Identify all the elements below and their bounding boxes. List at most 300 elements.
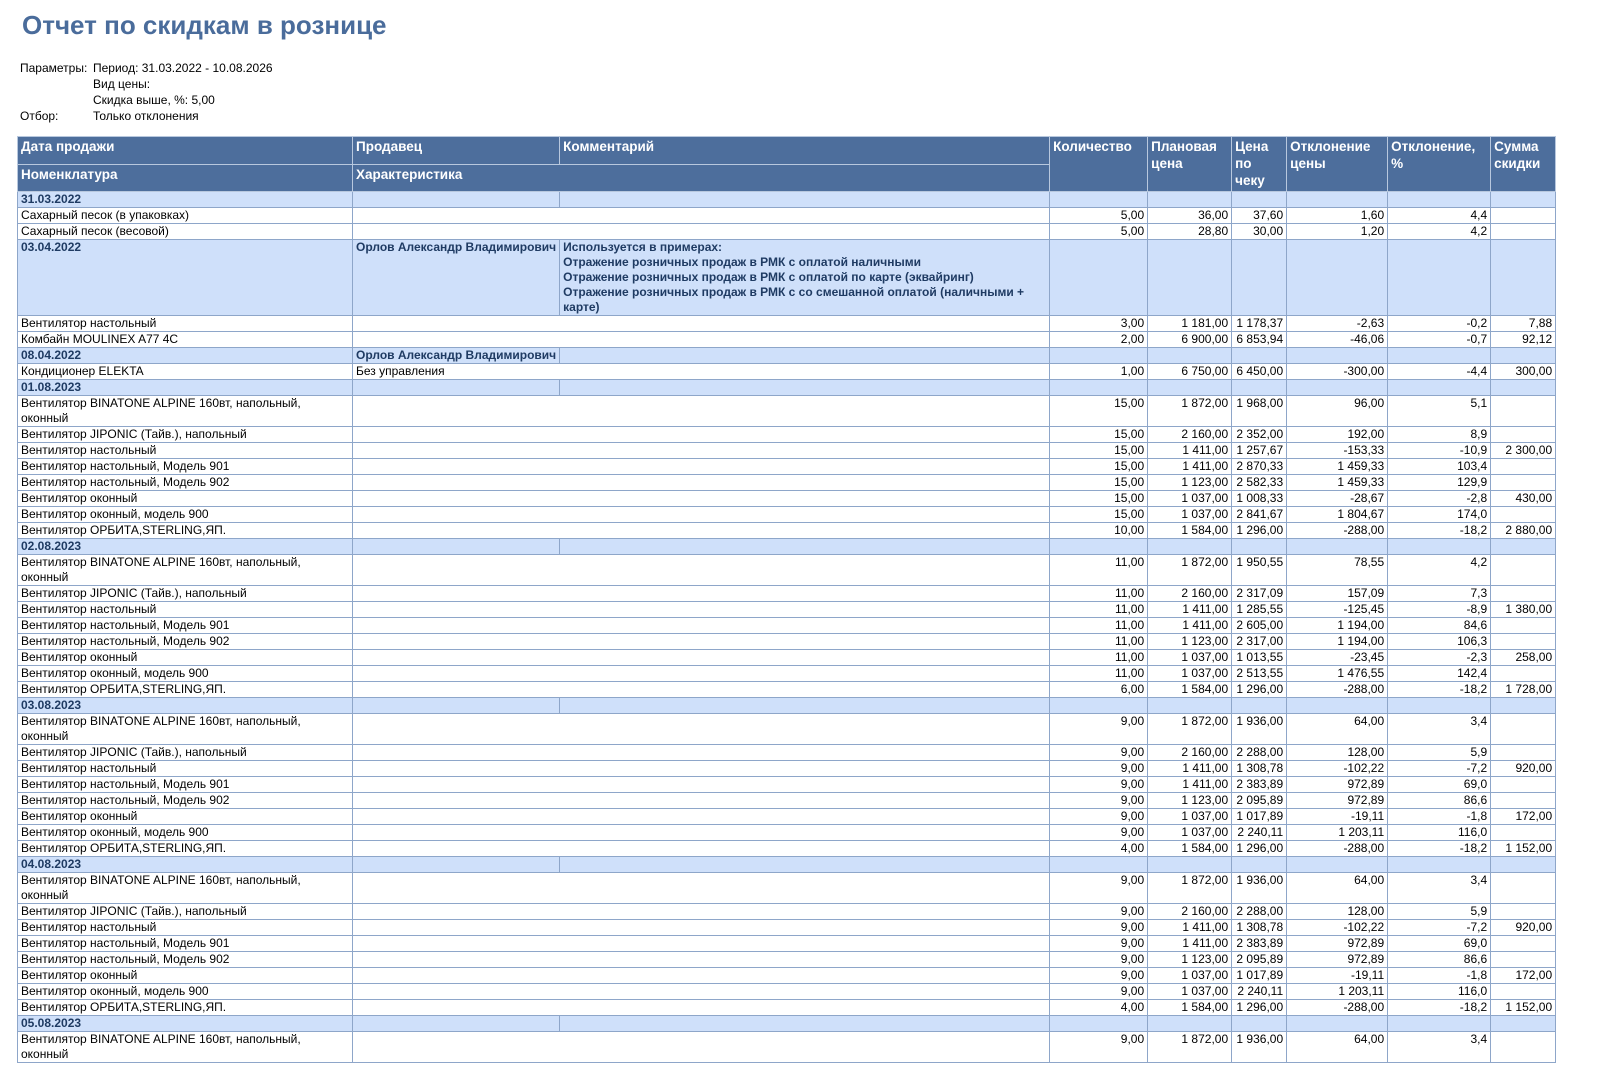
- plan-price-cell: 2 160,00: [1148, 427, 1232, 443]
- discount-sum-cell: 1 152,00: [1491, 841, 1556, 857]
- product-name: Вентилятор оконный: [18, 809, 353, 825]
- deviation-pct-cell: [1388, 857, 1491, 873]
- date-group-row: [18, 192, 1556, 208]
- product-name: Вентилятор ОРБИТА,STERLING,ЯП.: [18, 1000, 353, 1016]
- price-deviation-cell: -19,11: [1287, 809, 1388, 825]
- product-characteristic: [353, 984, 1050, 1000]
- receipt-price-cell: 1 950,55: [1232, 555, 1287, 586]
- param-value: Скидка выше, %: 5,00: [93, 93, 215, 107]
- qty-cell: 6,00: [1050, 682, 1148, 698]
- header-plan-price: Плановая цена: [1148, 137, 1232, 192]
- table-row: [18, 809, 1556, 825]
- receipt-price-cell: 2 582,33: [1232, 475, 1287, 491]
- table-row: [18, 364, 1556, 380]
- discount-sum-cell: [1491, 857, 1556, 873]
- discount-sum-cell: [1491, 952, 1556, 968]
- price-deviation-cell: 192,00: [1287, 427, 1388, 443]
- receipt-price-cell: 1 308,78: [1232, 761, 1287, 777]
- product-name: Вентилятор настольный, Модель 901: [18, 777, 353, 793]
- plan-price-cell: 1 037,00: [1148, 825, 1232, 841]
- discount-sum-cell: 1 380,00: [1491, 602, 1556, 618]
- receipt-price-cell: 1 296,00: [1232, 523, 1287, 539]
- discount-sum-cell: [1491, 793, 1556, 809]
- product-characteristic: [353, 809, 1050, 825]
- price-deviation-cell: 1,20: [1287, 224, 1388, 240]
- price-deviation-cell: -288,00: [1287, 1000, 1388, 1016]
- table-row: [18, 1032, 1556, 1063]
- deviation-pct-cell: 3,4: [1388, 714, 1491, 745]
- price-deviation-cell: 64,00: [1287, 873, 1388, 904]
- sale-comment: [560, 192, 1050, 208]
- plan-price-cell: [1148, 857, 1232, 873]
- deviation-pct-cell: -18,2: [1388, 682, 1491, 698]
- price-deviation-cell: 1 804,67: [1287, 507, 1388, 523]
- discount-sum-cell: [1491, 618, 1556, 634]
- sale-date: 03.08.2023: [18, 698, 353, 714]
- discount-sum-cell: [1491, 240, 1556, 316]
- sale-comment: [560, 539, 1050, 555]
- deviation-pct-cell: -1,8: [1388, 809, 1491, 825]
- product-characteristic: [353, 555, 1050, 586]
- product-characteristic: [353, 602, 1050, 618]
- plan-price-cell: 1 037,00: [1148, 491, 1232, 507]
- receipt-price-cell: 1 178,37: [1232, 316, 1287, 332]
- discount-sum-cell: [1491, 224, 1556, 240]
- plan-price-cell: 1 411,00: [1148, 602, 1232, 618]
- qty-cell: 9,00: [1050, 936, 1148, 952]
- plan-price-cell: 1 037,00: [1148, 507, 1232, 523]
- qty-cell: 4,00: [1050, 1000, 1148, 1016]
- price-deviation-cell: 128,00: [1287, 745, 1388, 761]
- receipt-price-cell: 1 008,33: [1232, 491, 1287, 507]
- table-row: [18, 618, 1556, 634]
- header-seller: Продавец: [353, 137, 560, 165]
- deviation-pct-cell: 5,1: [1388, 396, 1491, 427]
- seller-name: [353, 1016, 560, 1032]
- product-characteristic: [353, 745, 1050, 761]
- seller-name: [353, 539, 560, 555]
- receipt-price-cell: 6 853,94: [1232, 332, 1287, 348]
- receipt-price-cell: [1232, 539, 1287, 555]
- plan-price-cell: 1 037,00: [1148, 968, 1232, 984]
- deviation-pct-cell: -18,2: [1388, 523, 1491, 539]
- deviation-pct-cell: [1388, 539, 1491, 555]
- product-name: Вентилятор JIPONIC (Тайв.), напольный: [18, 586, 353, 602]
- plan-price-cell: 1 181,00: [1148, 316, 1232, 332]
- price-deviation-cell: 78,55: [1287, 555, 1388, 586]
- product-characteristic: [353, 523, 1050, 539]
- product-name: Вентилятор настольный, Модель 902: [18, 793, 353, 809]
- receipt-price-cell: [1232, 1016, 1287, 1032]
- deviation-pct-cell: 3,4: [1388, 1032, 1491, 1063]
- discount-sum-cell: [1491, 1016, 1556, 1032]
- receipt-price-cell: 1 308,78: [1232, 920, 1287, 936]
- plan-price-cell: [1148, 240, 1232, 316]
- product-name: Вентилятор настольный, Модель 902: [18, 634, 353, 650]
- price-deviation-cell: -23,45: [1287, 650, 1388, 666]
- table-row: [18, 745, 1556, 761]
- qty-cell: 11,00: [1050, 650, 1148, 666]
- discount-sum-cell: 920,00: [1491, 920, 1556, 936]
- price-deviation-cell: -288,00: [1287, 682, 1388, 698]
- qty-cell: 9,00: [1050, 777, 1148, 793]
- price-deviation-cell: 1 459,33: [1287, 459, 1388, 475]
- qty-cell: 15,00: [1050, 475, 1148, 491]
- plan-price-cell: 1 411,00: [1148, 936, 1232, 952]
- sale-date: 08.04.2022: [18, 348, 353, 364]
- product-characteristic: [353, 777, 1050, 793]
- plan-price-cell: 1 037,00: [1148, 984, 1232, 1000]
- table-row: [18, 1000, 1556, 1016]
- qty-cell: 9,00: [1050, 873, 1148, 904]
- product-characteristic: [353, 666, 1050, 682]
- qty-cell: 1,00: [1050, 364, 1148, 380]
- plan-price-cell: 2 160,00: [1148, 586, 1232, 602]
- table-row: [18, 873, 1556, 904]
- plan-price-cell: 1 411,00: [1148, 443, 1232, 459]
- qty-cell: 11,00: [1050, 586, 1148, 602]
- plan-price-cell: [1148, 192, 1232, 208]
- product-name: Кондиционер ELEKTA: [18, 364, 353, 380]
- product-name: Вентилятор оконный: [18, 968, 353, 984]
- deviation-pct-cell: 116,0: [1388, 984, 1491, 1000]
- price-deviation-cell: 972,89: [1287, 777, 1388, 793]
- table-row: [18, 952, 1556, 968]
- table-row: [18, 427, 1556, 443]
- deviation-pct-cell: 69,0: [1388, 777, 1491, 793]
- discount-report-table: [17, 136, 1556, 1063]
- discount-sum-cell: [1491, 698, 1556, 714]
- discount-sum-cell: [1491, 539, 1556, 555]
- seller-name: Орлов Александр Владимирович: [353, 240, 560, 316]
- discount-sum-cell: [1491, 634, 1556, 650]
- qty-cell: [1050, 240, 1148, 316]
- discount-sum-cell: [1491, 936, 1556, 952]
- product-name: Вентилятор оконный, модель 900: [18, 666, 353, 682]
- qty-cell: 10,00: [1050, 523, 1148, 539]
- product-characteristic: [353, 873, 1050, 904]
- seller-name: [353, 857, 560, 873]
- plan-price-cell: 1 123,00: [1148, 793, 1232, 809]
- qty-cell: 9,00: [1050, 761, 1148, 777]
- sale-comment: [560, 857, 1050, 873]
- receipt-price-cell: 6 450,00: [1232, 364, 1287, 380]
- deviation-pct-cell: -0,2: [1388, 316, 1491, 332]
- product-name: Вентилятор ОРБИТА,STERLING,ЯП.: [18, 523, 353, 539]
- header-receipt-price: Цена по чеку: [1232, 137, 1287, 192]
- deviation-pct-cell: 84,6: [1388, 618, 1491, 634]
- product-name: Вентилятор JIPONIC (Тайв.), напольный: [18, 904, 353, 920]
- product-characteristic: [353, 316, 1050, 332]
- qty-cell: 9,00: [1050, 745, 1148, 761]
- price-deviation-cell: 972,89: [1287, 793, 1388, 809]
- product-characteristic: [353, 936, 1050, 952]
- table-row: [18, 825, 1556, 841]
- sale-comment: Используется в примерах: Отражение розничных продаж в РМК с оплатой наличными Отражение розничных продаж в РМК с оплатой по карте (эквайринг) Отражение розничных продаж в РМК с со смешанной оплатой (наличными + карте): [560, 240, 1050, 316]
- product-name: Вентилятор настольный: [18, 602, 353, 618]
- receipt-price-cell: 1 285,55: [1232, 602, 1287, 618]
- param-row: [20, 92, 273, 108]
- price-deviation-cell: 157,09: [1287, 586, 1388, 602]
- receipt-price-cell: 2 317,09: [1232, 586, 1287, 602]
- product-characteristic: [353, 920, 1050, 936]
- deviation-pct-cell: 8,9: [1388, 427, 1491, 443]
- qty-cell: 11,00: [1050, 634, 1148, 650]
- sale-date: 03.04.2022: [18, 240, 353, 316]
- price-deviation-cell: [1287, 698, 1388, 714]
- receipt-price-cell: 1 296,00: [1232, 682, 1287, 698]
- product-characteristic: [353, 714, 1050, 745]
- header-nomenclature: Номенклатура: [18, 165, 353, 192]
- seller-name: Орлов Александр Владимирович: [353, 348, 560, 364]
- table-row: [18, 396, 1556, 427]
- qty-cell: 3,00: [1050, 316, 1148, 332]
- plan-price-cell: 2 160,00: [1148, 745, 1232, 761]
- price-deviation-cell: -153,33: [1287, 443, 1388, 459]
- product-name: Вентилятор настольный: [18, 761, 353, 777]
- product-name: Вентилятор настольный, Модель 901: [18, 936, 353, 952]
- price-deviation-cell: -102,22: [1287, 761, 1388, 777]
- date-group-row: [18, 348, 1556, 364]
- deviation-pct-cell: 142,4: [1388, 666, 1491, 682]
- header-deviation-pct: Отклонение, %: [1388, 137, 1491, 192]
- table-row: [18, 586, 1556, 602]
- sale-date: 31.03.2022: [18, 192, 353, 208]
- sale-date: 01.08.2023: [18, 380, 353, 396]
- product-name: Вентилятор BINATONE ALPINE 160вт, напольный, оконный: [18, 714, 353, 745]
- product-name: Вентилятор ОРБИТА,STERLING,ЯП.: [18, 682, 353, 698]
- qty-cell: 9,00: [1050, 793, 1148, 809]
- product-characteristic: [353, 1032, 1050, 1063]
- qty-cell: 15,00: [1050, 443, 1148, 459]
- table-header: [18, 137, 1556, 192]
- param-label: Параметры:: [20, 61, 88, 75]
- deviation-pct-cell: 3,4: [1388, 873, 1491, 904]
- deviation-pct-cell: -0,7: [1388, 332, 1491, 348]
- receipt-price-cell: 37,60: [1232, 208, 1287, 224]
- deviation-pct-cell: [1388, 348, 1491, 364]
- discount-sum-cell: 430,00: [1491, 491, 1556, 507]
- price-deviation-cell: 1 476,55: [1287, 666, 1388, 682]
- price-deviation-cell: 1,60: [1287, 208, 1388, 224]
- receipt-price-cell: 2 317,00: [1232, 634, 1287, 650]
- qty-cell: 11,00: [1050, 666, 1148, 682]
- receipt-price-cell: 30,00: [1232, 224, 1287, 240]
- table-row: [18, 666, 1556, 682]
- deviation-pct-cell: 69,0: [1388, 936, 1491, 952]
- price-deviation-cell: [1287, 857, 1388, 873]
- deviation-pct-cell: -7,2: [1388, 761, 1491, 777]
- param-row: [20, 76, 273, 92]
- header-characteristic: Характеристика: [353, 165, 1050, 192]
- plan-price-cell: 1 411,00: [1148, 920, 1232, 936]
- qty-cell: 11,00: [1050, 555, 1148, 586]
- plan-price-cell: 1 037,00: [1148, 666, 1232, 682]
- deviation-pct-cell: 86,6: [1388, 793, 1491, 809]
- discount-sum-cell: [1491, 475, 1556, 491]
- table-row: [18, 682, 1556, 698]
- plan-price-cell: 1 411,00: [1148, 459, 1232, 475]
- product-characteristic: [353, 224, 1050, 240]
- qty-cell: 15,00: [1050, 459, 1148, 475]
- discount-sum-cell: [1491, 192, 1556, 208]
- plan-price-cell: 1 411,00: [1148, 761, 1232, 777]
- receipt-price-cell: [1232, 857, 1287, 873]
- price-deviation-cell: 64,00: [1287, 1032, 1388, 1063]
- receipt-price-cell: 2 841,67: [1232, 507, 1287, 523]
- product-name: Вентилятор настольный: [18, 316, 353, 332]
- table-row: [18, 443, 1556, 459]
- deviation-pct-cell: -7,2: [1388, 920, 1491, 936]
- discount-sum-cell: [1491, 555, 1556, 586]
- table-row: [18, 904, 1556, 920]
- product-characteristic: [353, 761, 1050, 777]
- table-row: [18, 936, 1556, 952]
- table-row: [18, 777, 1556, 793]
- param-value: Период: 31.03.2022 - 10.08.2026: [93, 61, 273, 75]
- table-row: [18, 316, 1556, 332]
- table-row: [18, 634, 1556, 650]
- deviation-pct-cell: [1388, 698, 1491, 714]
- param-row: [20, 108, 273, 124]
- product-name: Вентилятор оконный: [18, 650, 353, 666]
- plan-price-cell: 6 750,00: [1148, 364, 1232, 380]
- product-name: Вентилятор настольный, Модель 901: [18, 618, 353, 634]
- product-characteristic: [353, 475, 1050, 491]
- deviation-pct-cell: 106,3: [1388, 634, 1491, 650]
- price-deviation-cell: 1 203,11: [1287, 825, 1388, 841]
- product-characteristic: Без управления: [353, 364, 1050, 380]
- receipt-price-cell: 2 870,33: [1232, 459, 1287, 475]
- deviation-pct-cell: 4,2: [1388, 224, 1491, 240]
- discount-sum-cell: [1491, 745, 1556, 761]
- sale-date: 04.08.2023: [18, 857, 353, 873]
- receipt-price-cell: 1 013,55: [1232, 650, 1287, 666]
- qty-cell: 9,00: [1050, 825, 1148, 841]
- plan-price-cell: 1 872,00: [1148, 555, 1232, 586]
- price-deviation-cell: -288,00: [1287, 841, 1388, 857]
- deviation-pct-cell: 174,0: [1388, 507, 1491, 523]
- discount-sum-cell: [1491, 208, 1556, 224]
- receipt-price-cell: 1 936,00: [1232, 1032, 1287, 1063]
- product-characteristic: [353, 443, 1050, 459]
- qty-cell: 15,00: [1050, 427, 1148, 443]
- discount-sum-cell: [1491, 586, 1556, 602]
- deviation-pct-cell: -18,2: [1388, 841, 1491, 857]
- receipt-price-cell: 2 095,89: [1232, 952, 1287, 968]
- discount-sum-cell: 7,88: [1491, 316, 1556, 332]
- receipt-price-cell: 1 936,00: [1232, 873, 1287, 904]
- plan-price-cell: [1148, 348, 1232, 364]
- price-deviation-cell: [1287, 380, 1388, 396]
- deviation-pct-cell: -2,3: [1388, 650, 1491, 666]
- product-name: Вентилятор настольный: [18, 443, 353, 459]
- table-row: [18, 602, 1556, 618]
- discount-sum-cell: 258,00: [1491, 650, 1556, 666]
- discount-sum-cell: 172,00: [1491, 968, 1556, 984]
- qty-cell: 9,00: [1050, 920, 1148, 936]
- receipt-price-cell: 1 296,00: [1232, 1000, 1287, 1016]
- plan-price-cell: 1 411,00: [1148, 777, 1232, 793]
- deviation-pct-cell: 5,9: [1388, 745, 1491, 761]
- deviation-pct-cell: -8,9: [1388, 602, 1491, 618]
- receipt-price-cell: 1 257,67: [1232, 443, 1287, 459]
- plan-price-cell: [1148, 539, 1232, 555]
- table-row: [18, 761, 1556, 777]
- product-name: Вентилятор оконный, модель 900: [18, 984, 353, 1000]
- product-characteristic: [353, 968, 1050, 984]
- price-deviation-cell: [1287, 1016, 1388, 1032]
- qty-cell: 9,00: [1050, 952, 1148, 968]
- qty-cell: 9,00: [1050, 968, 1148, 984]
- param-label: [20, 76, 93, 92]
- plan-price-cell: 6 900,00: [1148, 332, 1232, 348]
- table-row: [18, 968, 1556, 984]
- deviation-pct-cell: 5,9: [1388, 904, 1491, 920]
- product-name: Комбайн MOULINEX A77 4C: [18, 332, 353, 348]
- receipt-price-cell: 1 017,89: [1232, 968, 1287, 984]
- plan-price-cell: 1 872,00: [1148, 873, 1232, 904]
- discount-sum-cell: [1491, 348, 1556, 364]
- qty-cell: [1050, 380, 1148, 396]
- discount-sum-cell: [1491, 873, 1556, 904]
- qty-cell: 5,00: [1050, 224, 1148, 240]
- plan-price-cell: 1 123,00: [1148, 952, 1232, 968]
- price-deviation-cell: 128,00: [1287, 904, 1388, 920]
- product-characteristic: [353, 952, 1050, 968]
- receipt-price-cell: 1 017,89: [1232, 809, 1287, 825]
- plan-price-cell: 36,00: [1148, 208, 1232, 224]
- price-deviation-cell: 64,00: [1287, 714, 1388, 745]
- deviation-pct-cell: [1388, 380, 1491, 396]
- qty-cell: 9,00: [1050, 904, 1148, 920]
- param-value: Только отклонения: [93, 109, 199, 123]
- price-deviation-cell: [1287, 348, 1388, 364]
- header-date: Дата продажи: [18, 137, 353, 165]
- qty-cell: [1050, 1016, 1148, 1032]
- deviation-pct-cell: 4,2: [1388, 555, 1491, 586]
- plan-price-cell: 1 872,00: [1148, 396, 1232, 427]
- param-value: Вид цены:: [93, 77, 151, 91]
- plan-price-cell: [1148, 1016, 1232, 1032]
- product-characteristic: [353, 208, 1050, 224]
- qty-cell: [1050, 539, 1148, 555]
- discount-sum-cell: 172,00: [1491, 809, 1556, 825]
- receipt-price-cell: 2 288,00: [1232, 904, 1287, 920]
- product-name: Вентилятор BINATONE ALPINE 160вт, напольный, оконный: [18, 1032, 353, 1063]
- param-label: Отбор:: [20, 109, 59, 123]
- qty-cell: 4,00: [1050, 841, 1148, 857]
- deviation-pct-cell: -18,2: [1388, 1000, 1491, 1016]
- date-group-row: [18, 698, 1556, 714]
- qty-cell: 9,00: [1050, 984, 1148, 1000]
- table-row: [18, 841, 1556, 857]
- table-row: [18, 793, 1556, 809]
- deviation-pct-cell: 86,6: [1388, 952, 1491, 968]
- table-row: [18, 714, 1556, 745]
- discount-sum-cell: 2 300,00: [1491, 443, 1556, 459]
- receipt-price-cell: 2 352,00: [1232, 427, 1287, 443]
- receipt-price-cell: 2 513,55: [1232, 666, 1287, 682]
- table-row: [18, 332, 1556, 348]
- deviation-pct-cell: 129,9: [1388, 475, 1491, 491]
- product-characteristic: [353, 396, 1050, 427]
- discount-sum-cell: [1491, 904, 1556, 920]
- discount-sum-cell: 1 728,00: [1491, 682, 1556, 698]
- plan-price-cell: 1 584,00: [1148, 841, 1232, 857]
- product-name: Вентилятор BINATONE ALPINE 160вт, напольный, оконный: [18, 873, 353, 904]
- plan-price-cell: 1 584,00: [1148, 682, 1232, 698]
